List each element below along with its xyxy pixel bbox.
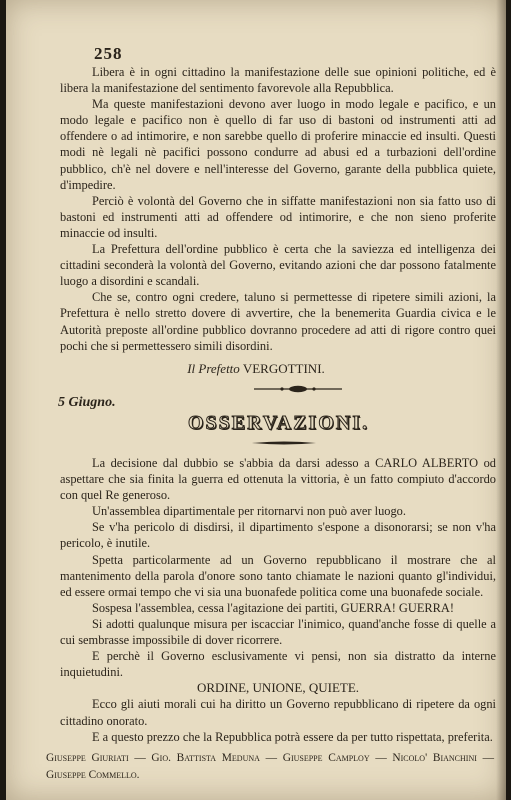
paragraph: Perciò è volontà del Governo che in siffatte manifestazioni non sia fatto uso di bastoni ed instrumenti atti ad offendere od intimorire, e che non sieno proferite minaccie od insulti. xyxy=(60,193,496,240)
motto: ORDINE, UNIONE, QUIETE. xyxy=(196,680,360,696)
paragraph: E perchè il Governo esclusivamente vi pensi, non sia distratto da interne inquietudini. xyxy=(60,649,496,680)
paragraph: Ma queste manifestazioni devono aver luogo in modo legale e pacifico, e un modo legale e pacifico non è quello di far uso di bastoni od instrumenti atti ad offendere o ad intimorire, e non sarebbe quello di proferire minaccie ed insulti. Questi modi nè legali nè pacifici possono condurre ad abusi ed a turbazioni dell'ordine pubblico, ch'è nel dovere e nell'interesse del Governo, garante della pubblica quiete, d'impedire. xyxy=(60,97,496,192)
signature-line xyxy=(6,361,506,377)
proclamation-text xyxy=(60,64,496,354)
paragraph: Si adotti qualunque misura per iscacciar l'inimico, quand'anche fosse di quelle a cui sembrasse impossibile di dover ricorrere. xyxy=(60,616,496,648)
signers-list: Giuseppe Giuriati — Gio. Battista Meduna — Giuseppe Camploy — Nicolo' Bianchini — Giuseppe Commello. xyxy=(46,752,494,781)
paragraph: Che se, contro ogni credere, taluno si permettesse di ripetere simili azioni, la Prefettura è nello stretto dovere di avvertire, che la benemerita Guardia civica e le Autorità preposte all'ordine pubblico dovranno procedere ad atti di rigore contro quei pochi che si permettessero simili disordini. xyxy=(60,290,496,353)
signature-name: VERGOTTINI. xyxy=(242,361,325,376)
ornament-divider-icon xyxy=(252,385,344,393)
paragraph: E a questo prezzo che la Repubblica potrà essere da per tutto rispettata, preferita. xyxy=(92,729,493,744)
paragraph: La decisione dal dubbio se s'abbia da darsi adesso a CARLO ALBERTO od aspettare che sia finita la guerra ed ottenuta la vittoria, è un fatto compiuto d'accordo con quel Re generoso. xyxy=(60,456,496,503)
paragraph: Spetta particolarmente ad un Governo repubblicano il mostrare che al mantenimento della parola d'onore sono tanto chiamate le nazioni quanto gl'individui, ed essere ormai tempo che vi sia una buonafede politica come una buonafede sociale. xyxy=(60,552,496,599)
page-edge-shadow xyxy=(496,0,506,800)
page-number: 258 xyxy=(94,44,123,63)
paragraph: La Prefettura dell'ordine pubblico è certa che la saviezza ed intelligenza dei cittadini seconderà la volontà del Governo, evitando azioni che dar possono fatalmente luogo a disordini e scandali. xyxy=(60,242,496,289)
observations-text xyxy=(60,455,496,745)
paragraph: Un'assemblea dipartimentale per ritornarvi non può aver luogo. xyxy=(92,504,406,519)
section-heading: OSSERVAZIONI. xyxy=(188,412,370,434)
paragraph: Libera è in ogni cittadino la manifestazione delle sue opinioni politiche, ed è libera la manifestazione del sentimento favorevole alla Repubblica. xyxy=(60,65,496,96)
rule-divider-icon xyxy=(250,440,318,446)
paragraph: Se v'ha pericolo di disdirsi, il dipartimento s'espone a disonorarsi; se non v'ha pericolo, è inutile. xyxy=(60,520,496,551)
paragraph: Ecco gli aiuti morali cui ha diritto un Governo repubblicano di ripetere da ogni cittadino onorato. xyxy=(60,697,496,728)
date-label: 5 Giugno. xyxy=(58,395,116,410)
signature-prefix: Il Prefetto xyxy=(187,361,240,376)
book-page xyxy=(6,0,506,800)
paragraph: Sospesa l'assemblea, cessa l'agitazione dei partiti, GUERRA! GUERRA! xyxy=(92,600,454,615)
